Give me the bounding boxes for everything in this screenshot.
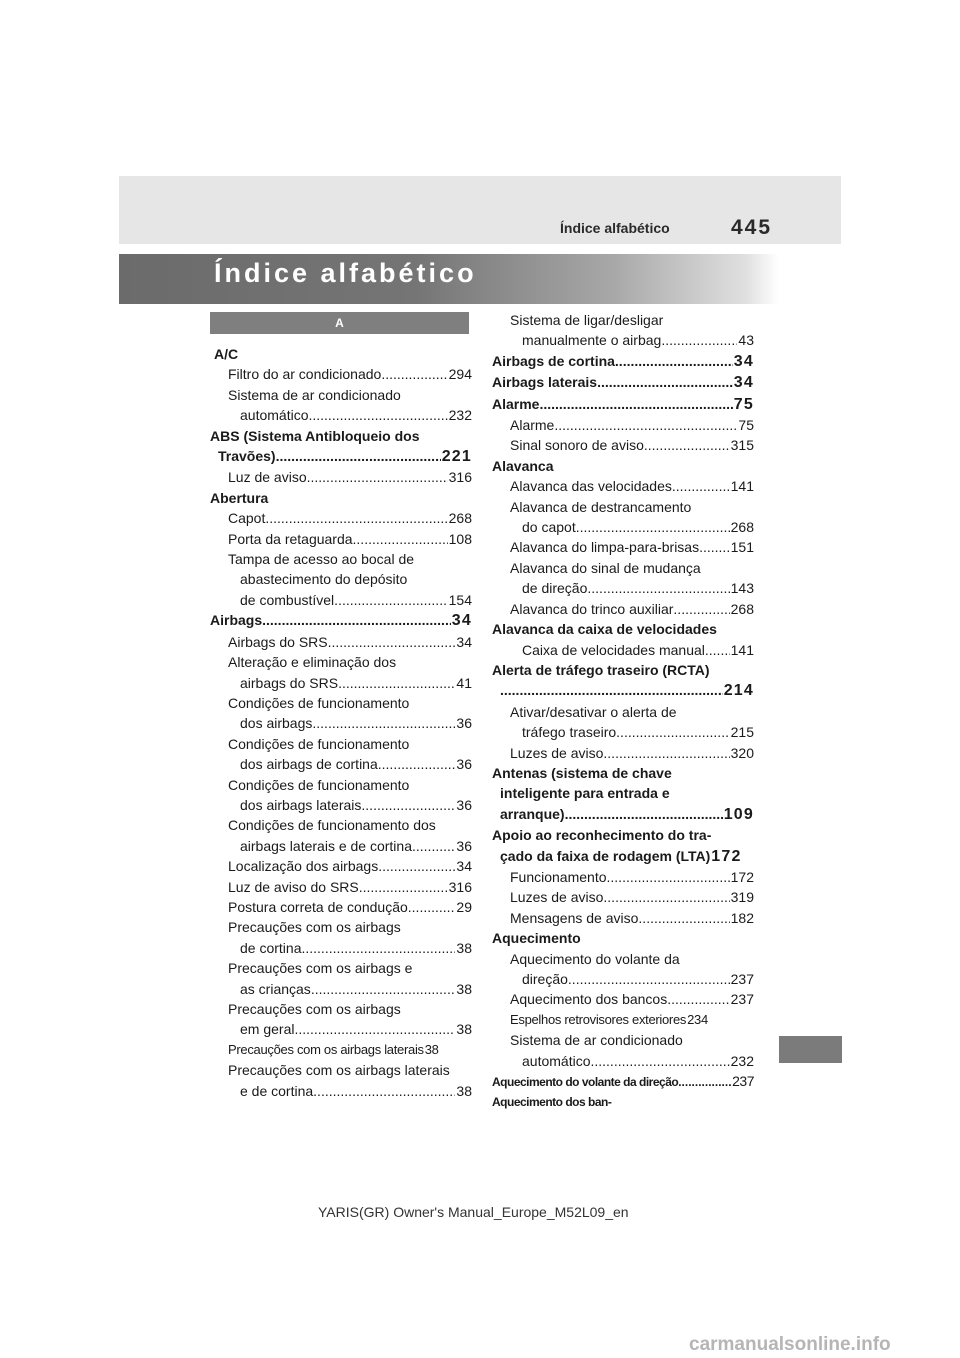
index-subentry: Condições de funcionamento dos airbags laterais e de cortina ..... 36 <box>210 815 472 856</box>
index-subentry: Sistema de ligar/desligar manualmente o airbag ..... 43 <box>492 310 754 351</box>
index-subentry: Precauções com os airbags em geral ..... 38 <box>210 999 472 1040</box>
index-subentry: Precauções com os airbags laterais 38 <box>228 1041 439 1057</box>
index-subentry: Filtro do ar condicionado ..... 294 <box>210 364 472 384</box>
index-entry: Abertura <box>210 489 269 506</box>
index-entry: Airbags de cortina ..... 34 <box>492 351 754 372</box>
index-subentry: Alavanca do limpa-para-brisas ..... 151 <box>492 537 754 557</box>
index-subentry: Aquecimento do volante da direção ..... 237 <box>492 949 754 990</box>
index-entry: Airbags laterais ..... 34 <box>492 372 754 393</box>
thumb-index-tab <box>779 1036 842 1063</box>
index-subentry: Porta da retaguarda ..... 108 <box>210 529 472 549</box>
index-subentry: Aquecimento dos bancos ..... 237 <box>492 989 754 1009</box>
index-entry: Aquecimento do volante da direção ..... 237 <box>492 1071 754 1092</box>
index-subentry: Precauções com os airbags de cortina ..... 38 <box>210 917 472 958</box>
index-subentry: Luzes de aviso ..... 320 <box>492 743 754 763</box>
index-entry: Alarme ..... 75 <box>492 394 754 415</box>
index-subentry: Luzes de aviso ..... 319 <box>492 887 754 907</box>
index-entry: Aquecimento <box>492 930 581 947</box>
watermark: carmanualsonline.info <box>689 1334 891 1355</box>
index-entry: Alerta de tráfego traseiro (RCTA) ..... 214 <box>492 660 754 702</box>
index-subentry: Alteração e eliminação dos airbags do SRS ..... 41 <box>210 652 472 693</box>
index-subentry: Funcionamento ..... 172 <box>492 867 754 887</box>
index-subentry: Precauções com os airbags e as crianças ..... 38 <box>210 958 472 999</box>
index-entry: ABS (Sistema Antibloqueio dos Travões) ..... 221 <box>210 426 472 468</box>
index-subentry: Localização dos airbags ..... 34 <box>210 856 472 876</box>
index-subentry: Mensagens de aviso ..... 182 <box>492 908 754 928</box>
index-subentry: Espelhos retrovisores exteriores 234 <box>510 1011 708 1027</box>
index-subentry: Capot ..... 268 <box>210 508 472 528</box>
index-subentry: Alavanca do trinco auxiliar ..... 268 <box>492 599 754 619</box>
index-entry: A/C <box>214 346 239 362</box>
section-letter-header: A <box>210 312 469 334</box>
running-title: Índice alfabético <box>560 220 670 236</box>
index-subentry: Alavanca das velocidades ..... 141 <box>492 476 754 496</box>
index-column-left <box>210 344 472 1101</box>
index-subentry: Caixa de velocidades manual ..... 141 <box>492 640 754 660</box>
index-subentry: Alavanca de destrancamento do capot ..... 268 <box>492 497 754 538</box>
index-subentry: Postura correta de condução ..... 29 <box>210 897 472 917</box>
page-title: Índice alfabético <box>214 258 477 288</box>
index-subentry: Sistema de ar condicionado automático ..... 232 <box>210 385 472 426</box>
index-subentry: Luz de aviso do SRS ..... 316 <box>210 877 472 897</box>
index-entry: Alavanca <box>492 457 554 474</box>
index-subentry: Condições de funcionamento dos airbags laterais ..... 36 <box>210 775 472 816</box>
index-entry: Antenas (sistema de chave inteligente para entrada e arranque) ..... 109 <box>492 763 754 825</box>
index-subentry: Sinal sonoro de aviso ..... 315 <box>492 435 754 455</box>
index-subentry: Airbags do SRS ..... 34 <box>210 632 472 652</box>
index-column-right <box>492 310 754 1113</box>
index-subentry: Sistema de ar condicionado automático ..... 232 <box>492 1030 754 1071</box>
index-subentry: Ativar/desativar o alerta de tráfego traseiro ..... 215 <box>492 702 754 743</box>
index-subentry: Alarme ..... 75 <box>492 415 754 435</box>
index-subentry: Condições de funcionamento dos airbags ..... 36 <box>210 693 472 734</box>
index-entry: Airbags ..... 34 <box>210 610 472 631</box>
index-subentry: Luz de aviso ..... 316 <box>210 467 472 487</box>
index-entry: Apoio ao reconhecimento do tra- çado da faixa de rodagem (LTA) 172 <box>492 827 742 865</box>
index-subentry: Alavanca do sinal de mudança de direção ..... 143 <box>492 558 754 599</box>
index-entry: Alavanca da caixa de velocidades <box>492 621 717 638</box>
index-subentry: Tampa de acesso ao bocal de abastecimento do depósito de combustível ..... 154 <box>210 549 472 610</box>
index-subentry: Condições de funcionamento dos airbags de cortina ..... 36 <box>210 734 472 775</box>
footer-manual-id: YARIS(GR) Owner's Manual_Europe_M52L09_en <box>318 1204 629 1220</box>
page-number: 445 <box>731 216 773 239</box>
index-subentry: Precauções com os airbags laterais e de cortina ..... 38 <box>210 1060 472 1101</box>
index-entry: Aquecimento dos ban- <box>492 1095 612 1110</box>
